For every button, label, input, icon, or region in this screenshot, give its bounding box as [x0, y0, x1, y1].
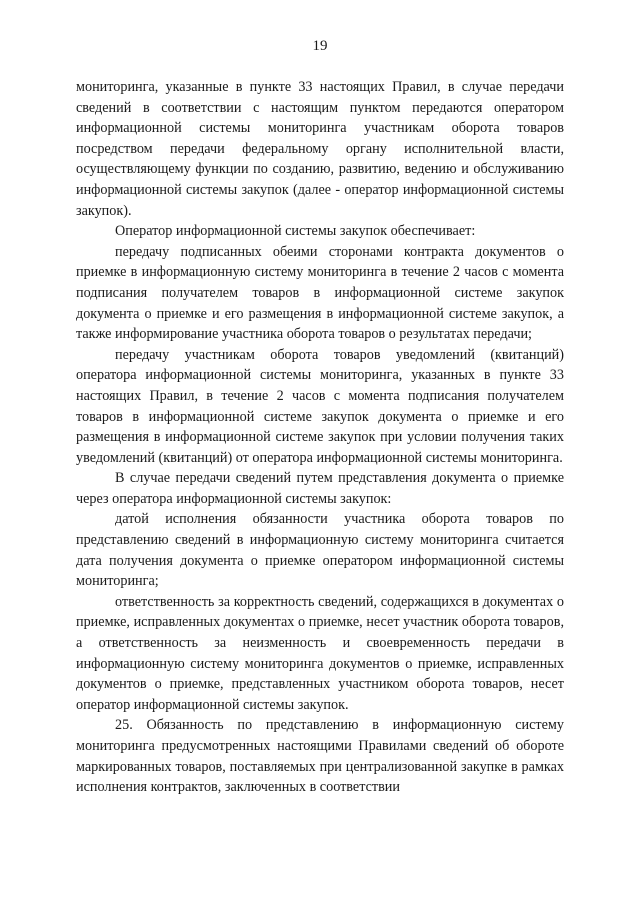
document-body — [76, 77, 564, 798]
page-number: 19 — [312, 38, 328, 54]
paragraph-continuation: мониторинга, указанные в пункте 33 настоящих Правил, в случае передачи сведений в соответствии с настоящим пунктом передаются оператором информационной системы мониторинга участникам оборота товаров посредством передачи федеральному органу исполнительной власти, осуществляющему функции по созданию, развитию, ведению и обслуживанию информационной системы закупок (далее - оператор информационной системы закупок). — [76, 79, 564, 219]
paragraph-transfer-documents: передачу подписанных обеими сторонами контракта документов о приемке в информационную систему мониторинга в течение 2 часов с момента подписания получателем товаров в информационной системе закупок документа о приемке и его размещения в информационной системе закупок, а также информирование участника оборота товаров о результатах передачи; — [76, 243, 564, 343]
paragraph-responsibility: ответственность за корректность сведений, содержащихся в документах о приемке, исправленных документах о приемке, несет участник оборота товаров, а ответственность за неизменность и своевременность передачи в информационную систему мониторинга документов о приемке, исправленных документов о приемке, представленных участником оборота товаров, несет оператор информационной системы закупок. — [76, 593, 564, 713]
paragraph-case-of-transfer: В случае передачи сведений путем представления документа о приемке через оператора информационной системы закупок: — [76, 470, 564, 507]
paragraph-item-25: 25. Обязанность по представлению в информационную систему мониторинга предусмотренных настоящими Правилами сведений об обороте маркированных товаров, поставляемых при централизованной закупке в рамках исполнения контрактов, заключенных в соответствии — [76, 717, 564, 796]
paragraph-operator-provides: Оператор информационной системы закупок обеспечивает: — [115, 223, 476, 240]
paragraph-transfer-notifications: передачу участникам оборота товаров уведомлений (квитанций) оператора информационной системы мониторинга, указанных в пункте 33 настоящих Правил, в течение 2 часов с момента подписания получателем товаров в информационной системе закупок документа о приемке и его размещения в информационной системе закупок при условии получения таких уведомлений (квитанций) от оператора информационной системы мониторинга. — [76, 346, 564, 466]
paragraph-date-of-obligation: датой исполнения обязанности участника оборота товаров по представлению сведений в информационную систему мониторинга считается дата получения документа о приемке оператором информационной системы мониторинга; — [76, 511, 564, 590]
